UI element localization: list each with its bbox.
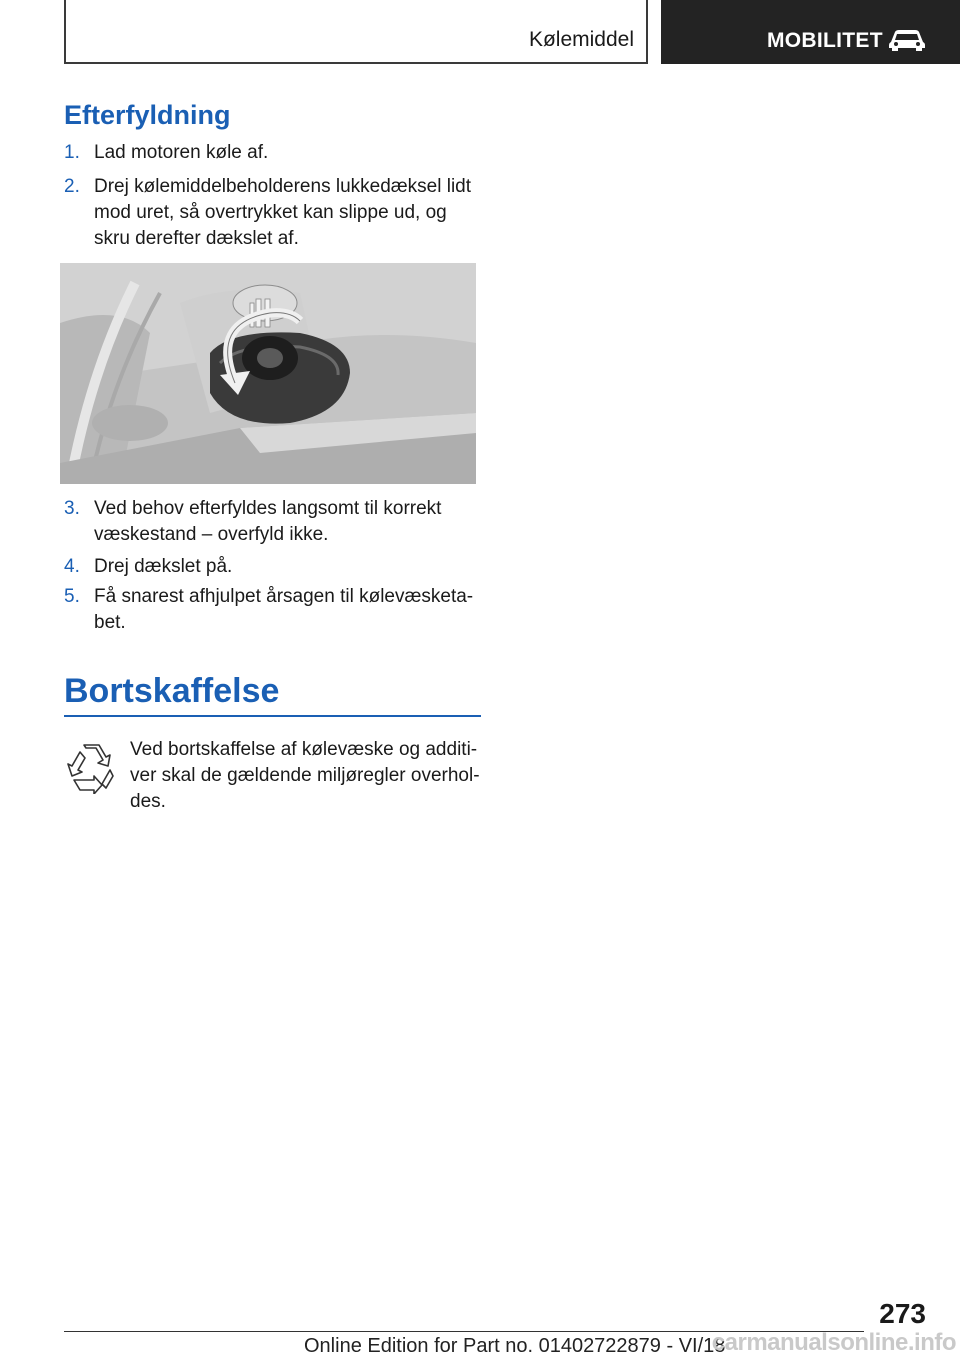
step-number: 2. — [64, 176, 80, 197]
disposal-note: Ved bortskaffelse af kølevæske og additi‐ver skal de gældende miljøregler overhol‐des. — [130, 739, 480, 812]
step-number: 5. — [64, 586, 80, 607]
recycle-icon — [66, 742, 116, 794]
section-divider — [64, 715, 481, 717]
step-text: Få snarest afhjulpet årsagen til kølevæsketa‐bet. — [94, 586, 474, 633]
coolant-cap-illustration — [60, 263, 476, 484]
header-topic-box — [64, 0, 648, 64]
header-section-label: MOBILITET — [767, 29, 883, 52]
step-number: 4. — [64, 556, 80, 577]
watermark: carmanualsonline.info — [711, 1329, 956, 1356]
header-section-box — [661, 0, 960, 64]
edition-info: Online Edition for Part no. 01402722879 - VI/18 — [304, 1335, 726, 1357]
page-number: 273 — [879, 1298, 926, 1329]
step-text: Ved behov efterfyldes langsomt til korrekt væskestand – overfyld ikke. — [94, 498, 442, 545]
section-heading-refill: Efterfyldning — [64, 100, 231, 130]
step-number: 1. — [64, 142, 80, 163]
step-number: 3. — [64, 498, 80, 519]
section-heading-disposal: Bortskaffelse — [64, 672, 280, 710]
car-icon — [887, 26, 927, 52]
step-text: Drej dækslet på. — [94, 556, 233, 577]
header-topic: Kølemiddel — [528, 28, 634, 51]
step-text: Lad motoren køle af. — [94, 142, 269, 163]
step-text: Drej kølemiddelbeholderens lukkedæksel lidt mod uret, så overtrykket kan slippe ud, og skru derefter dækslet af. — [94, 176, 472, 249]
